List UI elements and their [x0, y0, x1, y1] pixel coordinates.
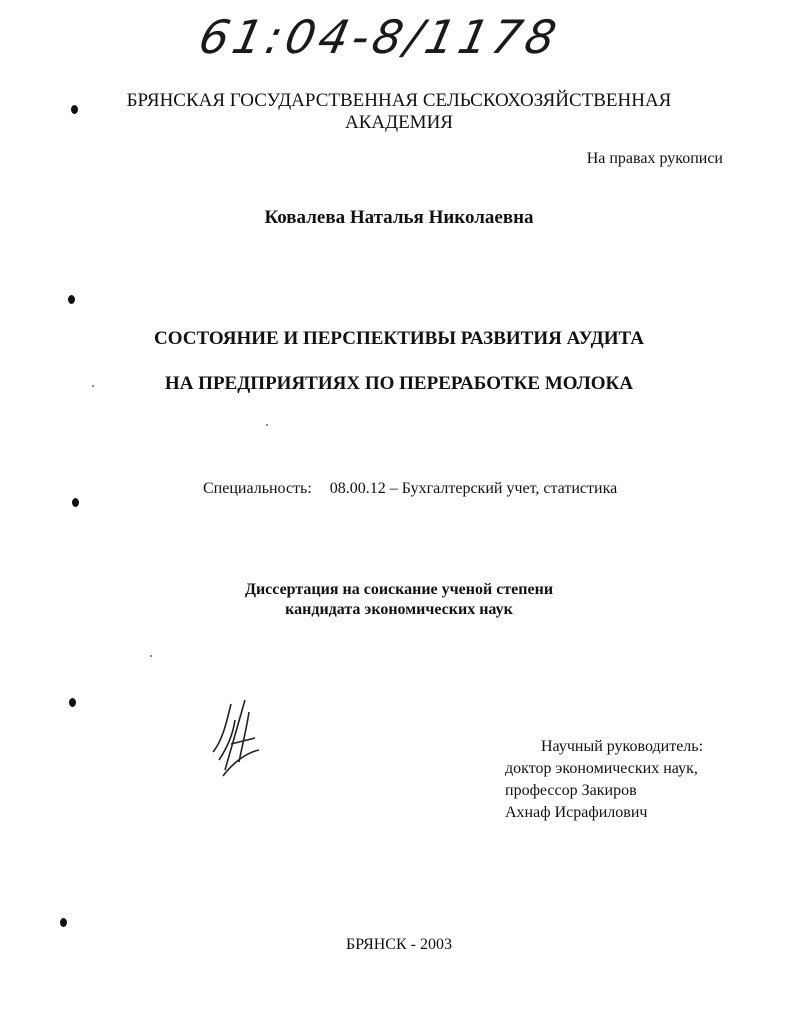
organization-name: [0, 90, 798, 134]
city-year: БРЯНСК - 2003: [346, 936, 452, 953]
scan-speck: [266, 424, 268, 426]
scan-speck: [150, 655, 152, 657]
title-line-1: СОСТОЯНИЕ И ПЕРСПЕКТИВЫ РАЗВИТИЯ АУДИТА: [154, 328, 644, 349]
specialty: [203, 480, 617, 498]
scan-binding-mark: [71, 105, 78, 114]
supervisor-title-surname: профессор Закиров: [505, 782, 637, 799]
supervisor-degree: доктор экономических наук,: [505, 760, 698, 777]
specialty-label: Специальность:: [203, 480, 312, 497]
scan-binding-mark: [72, 498, 79, 507]
organization-line-1: БРЯНСКАЯ ГОСУДАРСТВЕННАЯ СЕЛЬСКОХОЗЯЙСТВЕННАЯ: [126, 90, 672, 111]
degree-line-1: Диссертация на соискание ученой степени: [244, 581, 554, 598]
scan-binding-mark: [69, 698, 76, 707]
scan-binding-mark: [60, 918, 67, 927]
supervisor-given-names: Ахнаф Исрафилович: [505, 804, 648, 821]
handwritten-signature: [205, 690, 265, 780]
organization-line-2: АКАДЕМИЯ: [345, 112, 453, 133]
scan-speck: [92, 385, 94, 387]
supervisor-block: [505, 736, 703, 824]
supervisor-heading: Научный руководитель:: [541, 738, 704, 755]
degree-statement: [0, 580, 798, 620]
title-line-2: НА ПРЕДПРИЯТИЯХ ПО ПЕРЕРАБОТКЕ МОЛОКА: [164, 373, 634, 394]
author-name: Ковалева Наталья Николаевна: [264, 207, 534, 228]
scan-binding-mark: [68, 295, 75, 304]
specialty-value: 08.00.12 – Бухгалтерский учет, статистика: [329, 480, 618, 497]
rights-note: На правах рукописи: [586, 150, 723, 167]
handwritten-archive-number: 61:04-8/1178: [194, 10, 565, 64]
degree-line-2: кандидата экономических наук: [285, 601, 513, 618]
